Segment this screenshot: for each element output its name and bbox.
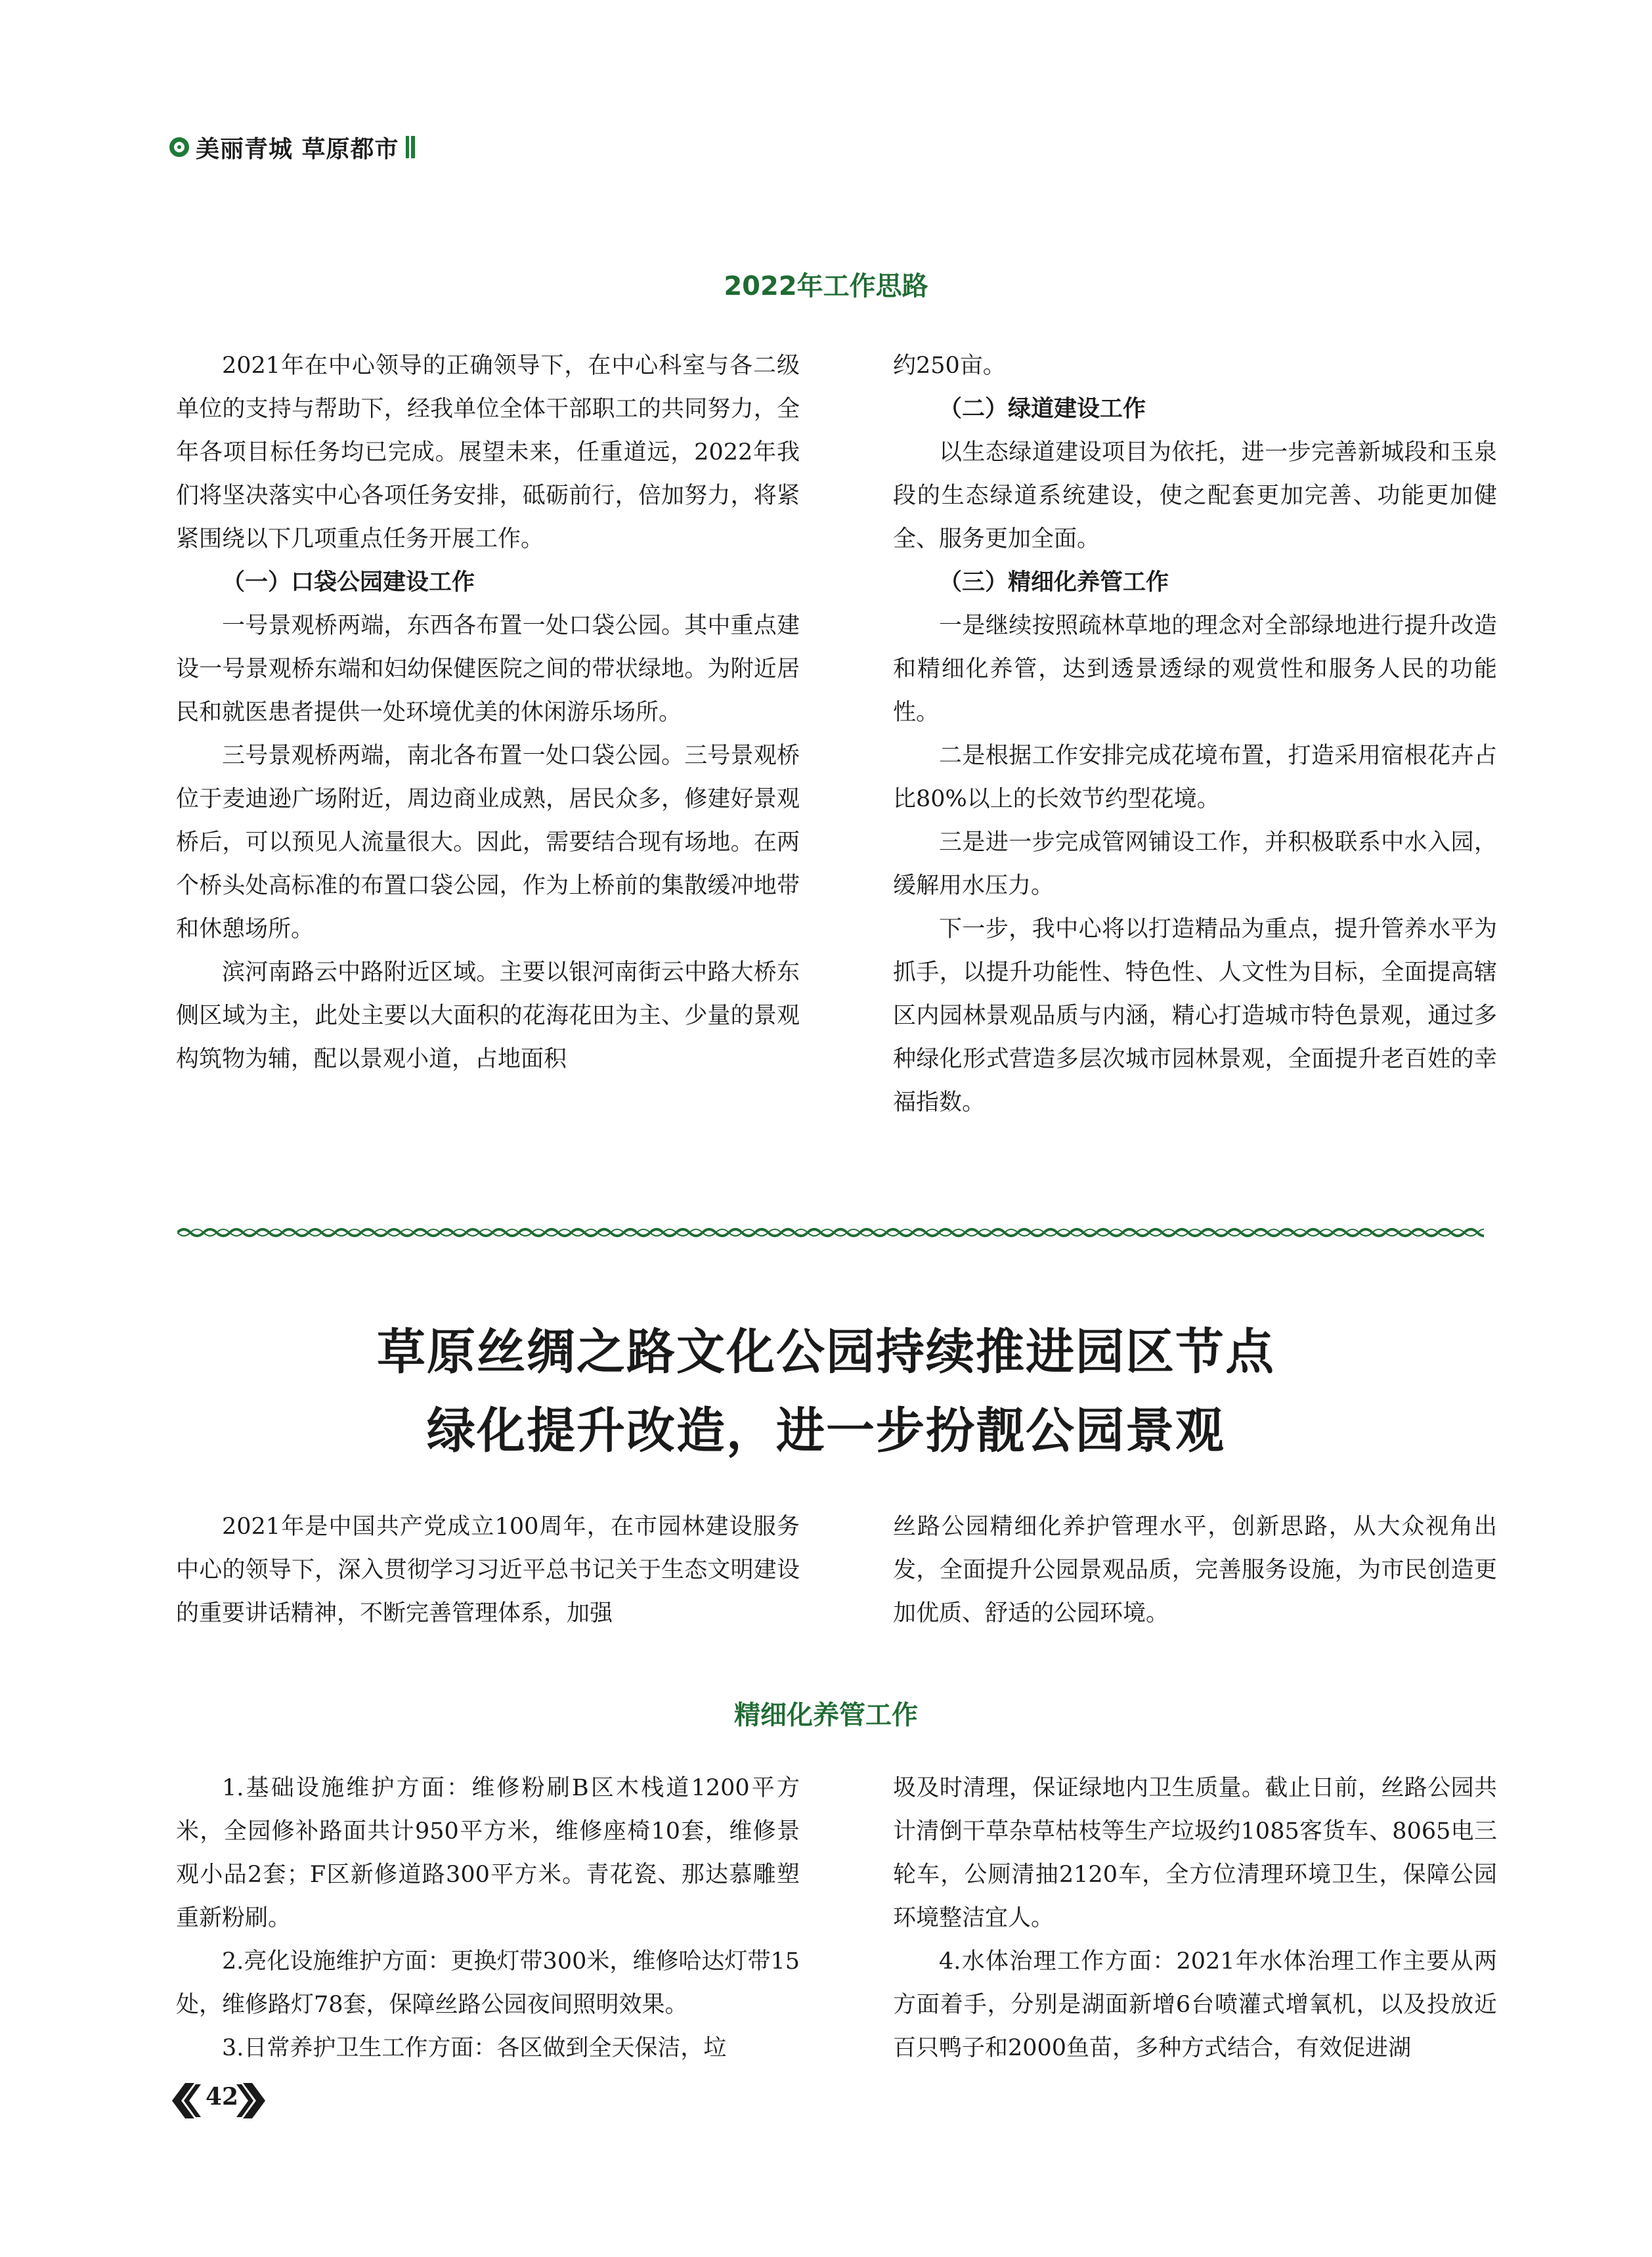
section-heading-2022: 2022年工作思路 [724, 271, 928, 301]
article2-intro-right [893, 1505, 1497, 1635]
paragraph: 下一步，我中心将以打造精品为重点，提升管养水平为抓手，以提升功能性、特色性、人文性为目标，全面提高辖区内园林景观品质与内涵，精心打造城市特色景观，通过多种绿化形式营造多层次城市园林景观，全面提升老百姓的幸福指数。 [893, 916, 1497, 1116]
section1-right-column [893, 344, 1497, 1124]
subheading: （一）口袋公园建设工作 [222, 569, 475, 596]
paragraph: 3.日常养护卫生工作方面：各区做到全天保洁，垃 [222, 2035, 727, 2061]
header-bar-icon [406, 136, 415, 158]
paragraph: 三是进一步完成管网铺设工作，并积极联系中水入园，缓解用水压力。 [893, 829, 1497, 899]
paragraph: 以生态绿道建设项目为依托，进一步完善新城段和玉泉段的生态绿道系统建设，使之配套更加完善、功能更加健全、服务更加全面。 [893, 439, 1497, 552]
circle-logo-icon [169, 137, 189, 157]
running-header [169, 129, 415, 165]
paragraph: 2021年在中心领导的正确领导下，在中心科室与各二级单位的支持与帮助下，经我单位全体干部职工的共同努力，全年各项目标任务均已完成。展望未来，任重道远，2022年我们将坚决落实中心各项任务安排，砥砺前行，倍加努力，将紧紧围绕以下几项重点任务开展工作。 [176, 353, 800, 552]
article2-right-column [893, 1766, 1497, 2070]
paragraph: 滨河南路云中路附近区域。主要以银河南街云中路大桥东侧区域为主，此处主要以大面积的花海花田为主、少量的景观构筑物为辅，配以景观小道，占地面积 [176, 959, 800, 1072]
paragraph: 1.基础设施维护方面：维修粉刷B区木栈道1200平方米，全园修补路面共计950平方米，维修座椅10套，维修景观小品2套；F区新修道路300平方米。青花瓷、那达慕雕塑重新粉刷。 [176, 1775, 800, 1931]
article2-left-column [176, 1766, 800, 2070]
paragraph: 约250亩。 [893, 353, 1006, 379]
paragraph: 4.水体治理工作方面：2021年水体治理工作主要从两方面着手，分别是湖面新增6台喷灌式增氧机，以及投放近百只鸭子和2000鱼苗，多种方式结合，有效促进湖 [893, 1948, 1497, 2061]
paragraph: 圾及时清理，保证绿地内卫生质量。截止日前，丝路公园共计清倒干草杂草枯枝等生产垃圾约1085客货车、8065电三轮车，公厕清抽2120车，全方位清理环境卫生，保障公园环境整洁宜人。 [893, 1775, 1497, 1931]
page-number: 42 [206, 2083, 239, 2111]
paragraph: 二是根据工作安排完成花境布置，打造采用宿根花卉占比80%以上的长效节约型花境。 [893, 743, 1497, 812]
section1-left-column [176, 344, 800, 1081]
paragraph: 一是继续按照疏林草地的理念对全部绿地进行提升改造和精细化养管，达到透景透绿的观赏性和服务人民的功能性。 [893, 613, 1497, 726]
paragraph: 2021年是中国共产党成立100周年，在市园林建设服务中心的领导下，深入贯彻学习习近平总书记关于生态文明建设的重要讲话精神，不断完善管理体系，加强 [176, 1514, 800, 1627]
paragraph: 2.亮化设施维护方面：更换灯带300米，维修哈达灯带15处，维修路灯78套，保障丝路公园夜间照明效果。 [176, 1948, 800, 2018]
paragraph: 丝路公园精细化养护管理水平，创新思路，从大众视角出发，全面提升公园景观品质，完善服务设施，为市民创造更加优质、舒适的公园环境。 [893, 1514, 1497, 1627]
article-title-line2: 绿化提升改造，进一步扮靓公园景观 [427, 1403, 1225, 1459]
subheading: （二）绿道建设工作 [939, 395, 1146, 422]
article2-intro-left [176, 1505, 800, 1635]
article-title-line1: 草原丝绸之路文化公园持续推进园区节点 [377, 1324, 1275, 1380]
subheading: （三）精细化养管工作 [939, 569, 1169, 596]
wave-divider [177, 1223, 1484, 1242]
paragraph: 一号景观桥两端，东西各布置一处口袋公园。其中重点建设一号景观桥东端和妇幼保健医院之间的带状绿地。为附近居民和就医患者提供一处环境优美的休闲游乐场所。 [176, 613, 800, 726]
page-number-badge [169, 2080, 268, 2121]
paragraph: 三号景观桥两端，南北各布置一处口袋公园。三号景观桥位于麦迪逊广场附近，周边商业成熟，居民众多，修建好景观桥后，可以预见人流量很大。因此，需要结合现有场地。在两个桥头处高标准的布置口袋公园，作为上桥前的集散缓冲地带和休憩场所。 [176, 743, 800, 942]
header-title: 美丽青城 草原都市 [196, 135, 399, 163]
section-heading-care: 精细化养管工作 [734, 1700, 918, 1730]
